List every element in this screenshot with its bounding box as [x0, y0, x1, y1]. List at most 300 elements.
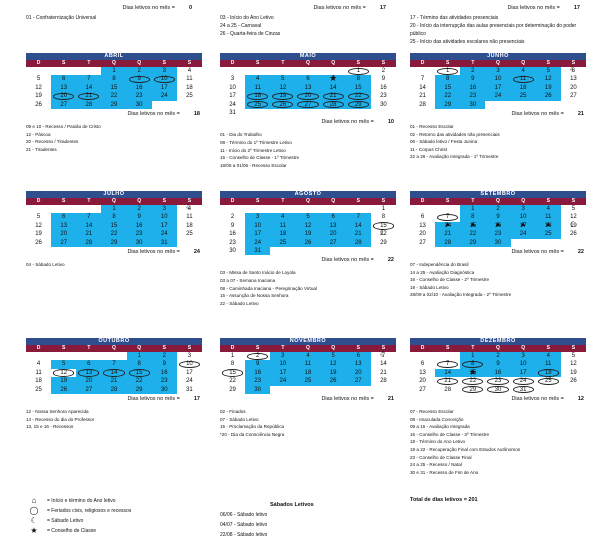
day-cell: 18 — [511, 84, 536, 92]
total-label: Dias letivos no mês = — [321, 119, 374, 126]
day-cell: 27 — [321, 239, 346, 247]
weekday-header — [410, 60, 586, 67]
total-value: 17 — [379, 5, 386, 11]
note: 21 - Tiradentes — [26, 146, 57, 152]
day-cell: 9 — [152, 360, 177, 368]
day-cell: 30 — [485, 239, 510, 247]
weekday-label: Q — [306, 198, 310, 204]
weekday-label: T — [87, 60, 91, 66]
legend — [26, 496, 131, 536]
month-total — [26, 4, 194, 12]
day-cell: 13 — [295, 84, 320, 92]
weekday-label: Q — [331, 345, 336, 351]
day-cell: 5 — [51, 360, 76, 368]
total-value: 21 — [577, 110, 584, 117]
day-cell: 17 — [511, 369, 536, 377]
day-cell: 12 — [570, 214, 577, 221]
weekday-label: T — [87, 345, 91, 351]
day-cell: 8 — [460, 213, 485, 221]
weekday-label: D — [36, 60, 41, 66]
empty-cell — [152, 101, 177, 109]
day-cell: 26 — [35, 239, 42, 246]
day-cell: 18 — [186, 222, 193, 229]
total-value: 12 — [577, 395, 584, 402]
day-cell: 24 — [270, 377, 295, 385]
weekday-label: Q — [306, 345, 310, 351]
empty-cell — [561, 239, 586, 247]
day-cell: 5 — [536, 67, 561, 75]
day-cell: 4 — [270, 213, 295, 221]
day-cell: 14 — [346, 222, 371, 230]
day-cell: 10 — [485, 75, 510, 83]
day-cell: 4 — [295, 352, 320, 360]
day-cell: 2 — [485, 352, 510, 360]
day-cell: 19 — [321, 369, 346, 377]
day-cell: 15 — [127, 369, 152, 377]
day-cell: 20 — [321, 230, 346, 238]
day-cell: 26 — [51, 386, 76, 394]
day-cell: 23 — [485, 230, 510, 238]
weekday-label: Q — [137, 60, 142, 66]
day-cell: 16 — [127, 84, 152, 92]
weekday-label: S — [356, 198, 360, 204]
note: 14 a 25 - Avaliação Diagnóstica — [410, 269, 475, 275]
empty-cell — [245, 109, 270, 117]
day-cell: 25 — [35, 386, 42, 393]
total-value: 21 — [387, 395, 394, 402]
month-title: NOVEMBRO — [220, 338, 396, 345]
day-cell: 26 — [35, 101, 42, 108]
day-cell: 12 — [295, 222, 320, 230]
note: 09 a 15 - Avaliação Integrada — [410, 424, 470, 430]
empty-cell — [511, 101, 536, 109]
day-cell: 7 — [435, 213, 460, 221]
day-cell: 22 ☾ — [371, 230, 396, 238]
weekday-label: S — [546, 345, 550, 351]
empty-cell — [346, 386, 371, 394]
day-cell: 10 — [152, 75, 177, 83]
saturdays-list — [220, 500, 314, 540]
month-total — [220, 119, 396, 125]
note: *20 - Dia da Consciência Negra — [220, 431, 285, 437]
day-cell: 30 — [127, 101, 152, 109]
note: 12 - Páscoa — [26, 131, 51, 137]
month-total — [220, 4, 388, 12]
total-label: Dias letivos no mês = — [321, 257, 374, 264]
day-cell: 12 — [321, 360, 346, 368]
weekday-label: S — [571, 198, 576, 204]
weekday-label: D — [230, 60, 235, 66]
day-cell: 6 — [346, 352, 371, 360]
day-cell: 2 — [245, 352, 270, 360]
weekday-label: T — [87, 198, 91, 204]
empty-cell — [435, 205, 460, 213]
total-value: 10 — [387, 119, 394, 126]
day-grid — [410, 205, 586, 247]
day-cell: 27 — [419, 386, 426, 393]
day-cell: 17 — [152, 84, 177, 92]
day-cell: 9 — [245, 360, 270, 368]
day-cell: 11 — [186, 214, 193, 221]
day-cell: 6 — [420, 214, 425, 221]
weekday-header — [26, 345, 202, 352]
day-cell: 10 — [270, 360, 295, 368]
note: 15 - Proclamação da República — [220, 424, 285, 430]
total-label: Dias letivos no mês = — [321, 395, 374, 402]
note: 03 a 07 - Semana Inaciana — [220, 277, 276, 283]
day-cell: 9 — [127, 75, 152, 83]
weekday-label: Q — [112, 60, 116, 66]
day-cell: 24 — [511, 230, 536, 238]
weekday-label: Q — [521, 198, 526, 204]
empty-cell — [295, 67, 320, 75]
day-cell: 3 — [245, 213, 270, 221]
day-cell: 16 — [152, 369, 177, 377]
day-cell: 17 — [152, 222, 177, 230]
day-cell: 1 — [460, 205, 485, 213]
day-cell: 15 ▲ — [460, 222, 485, 230]
day-cell: 6 ☾ — [561, 67, 586, 75]
day-cell: 31 — [152, 239, 177, 247]
day-cell: 29 — [460, 239, 485, 247]
total-label: Dias letivos no mês = — [127, 248, 180, 255]
day-cell: 19 — [51, 377, 76, 385]
day-cell: 26 — [536, 92, 561, 100]
weekday-label: Q — [496, 198, 500, 204]
month-card-june — [410, 53, 586, 161]
empty-cell — [26, 67, 51, 75]
day-cell: 28 — [101, 386, 126, 394]
weekday-label: T — [281, 345, 285, 351]
day-cell: 5 — [321, 352, 346, 360]
day-cell: 19 ☾ — [561, 222, 586, 230]
day-cell: 22 — [101, 230, 126, 238]
day-grid — [26, 205, 202, 247]
weekday-label: Q — [306, 60, 310, 66]
day-cell: 16 — [485, 369, 510, 377]
note: 13, 15 e 16 - Recessos — [26, 424, 74, 430]
day-cell: 30 — [460, 101, 485, 109]
empty-cell — [295, 247, 320, 255]
day-cell: 14 — [101, 369, 126, 377]
day-cell: 8 — [101, 213, 126, 221]
day-cell: 11 — [186, 76, 193, 83]
day-cell: 13 — [321, 222, 346, 230]
day-cell: 29 — [435, 101, 460, 109]
weekday-label: S — [356, 345, 360, 351]
day-grid — [220, 205, 396, 255]
empty-cell — [321, 386, 346, 394]
empty-cell — [270, 247, 295, 255]
note: 15 - Conselho de Classe - 1º Trimestre — [220, 155, 300, 161]
day-cell: 9 — [460, 75, 485, 83]
weekday-header — [410, 198, 586, 205]
day-cell: 18 — [245, 92, 270, 100]
day-cell: 10 — [152, 213, 177, 221]
day-cell: 27 — [346, 377, 371, 385]
day-cell: 25 — [270, 239, 295, 247]
day-cell: 5 — [36, 76, 41, 83]
day-cell: 6 — [420, 361, 425, 368]
day-cell: 9 — [485, 213, 510, 221]
day-cell: 18 — [186, 84, 193, 91]
day-cell: 15 — [371, 222, 396, 230]
day-grid — [410, 67, 586, 109]
month-total — [220, 257, 396, 263]
empty-cell — [536, 386, 561, 394]
month-card-july — [26, 191, 202, 269]
total-label: Dias letivos no mês = — [122, 5, 175, 11]
total-value: 0 — [188, 5, 192, 11]
day-cell: 3 — [230, 76, 235, 83]
day-cell: 11 — [536, 213, 561, 221]
partial-month-1 — [26, 2, 194, 22]
day-cell: 19 — [536, 84, 561, 92]
empty-cell — [51, 67, 76, 75]
note: 30 e 31 - Recesso de Fim de Ano — [410, 469, 479, 475]
month-total — [410, 396, 586, 402]
day-cell: 22 — [127, 377, 152, 385]
day-cell: 10 — [229, 84, 236, 91]
month-card-november — [220, 338, 396, 438]
day-cell: 16 — [380, 84, 387, 91]
day-cell: 25 — [536, 377, 561, 385]
day-cell: 7 — [435, 360, 460, 368]
day-cell: 6 — [51, 213, 76, 221]
day-cell: 23 — [460, 92, 485, 100]
day-cell: 27 — [76, 386, 101, 394]
day-cell: 15 — [435, 84, 460, 92]
empty-cell — [371, 109, 396, 117]
day-cell: 27 — [419, 239, 426, 246]
day-cell: 26 — [321, 377, 346, 385]
note: 02 - Finados — [220, 408, 246, 414]
day-cell: 1 — [435, 67, 460, 75]
note: 19 a 22 - Recuperação Final com Estudos Autônomos — [410, 446, 521, 452]
legend-label: = Início e término do Ano letivo — [47, 498, 116, 504]
day-cell: 11 — [35, 369, 42, 376]
day-cell: 25 — [511, 92, 536, 100]
empty-cell — [26, 352, 51, 360]
day-cell: 12 — [51, 369, 76, 377]
day-cell: 12 — [536, 75, 561, 83]
note: 24 a 25 - Carnaval — [220, 23, 262, 29]
day-cell: 12 — [570, 361, 577, 368]
day-cell: 2 — [127, 205, 152, 213]
day-cell: 11 — [295, 360, 320, 368]
month-title: JULHO — [26, 191, 202, 198]
day-cell: 2 — [485, 205, 510, 213]
empty-cell — [270, 205, 295, 213]
day-cell: 9 — [485, 360, 510, 368]
day-cell: 15 — [101, 222, 126, 230]
day-cell: 7 — [76, 75, 101, 83]
note: 04 - Sábado Letivo — [26, 261, 65, 267]
day-cell: 6 — [321, 213, 346, 221]
day-cell: 24 — [245, 239, 270, 247]
day-cell: 29 — [380, 239, 387, 246]
day-cell: 14 — [321, 84, 346, 92]
weekday-header — [410, 345, 586, 352]
empty-cell — [177, 101, 202, 109]
day-cell: 3 — [152, 205, 177, 213]
day-cell: 28 — [321, 101, 346, 109]
day-cell: 17 — [245, 230, 270, 238]
empty-cell — [346, 109, 371, 117]
day-cell: 21 — [76, 92, 101, 100]
day-cell: 13 — [51, 84, 76, 92]
total-label: Dias letivos no mês = — [507, 5, 560, 11]
weekday-label: S — [62, 198, 66, 204]
weekday-label: Q — [137, 345, 142, 351]
empty-cell — [371, 386, 396, 394]
note: 28/09 a 02/10 - Avaliação Integrada - 2º Trimestre — [410, 292, 512, 298]
month-title: AGOSTO — [220, 191, 396, 198]
weekday-label: S — [381, 198, 386, 204]
day-cell: 5 — [571, 206, 576, 212]
day-cell: 28 — [346, 239, 371, 247]
day-cell: 24 — [485, 92, 510, 100]
empty-cell — [485, 101, 510, 109]
empty-cell — [371, 247, 396, 255]
empty-cell — [51, 205, 76, 213]
day-cell: 3 — [511, 205, 536, 213]
legend-item — [26, 526, 131, 536]
day-cell: 19 — [570, 369, 577, 376]
day-cell: 1 — [346, 67, 371, 75]
note: 03 - Início do Ano Letivo — [220, 15, 274, 21]
day-cell: 17 — [270, 369, 295, 377]
note: 06 - Sábado letivo / Festa Junina — [410, 139, 478, 145]
weekday-header — [220, 198, 396, 205]
empty-cell — [321, 109, 346, 117]
weekday-label: D — [230, 345, 235, 351]
day-cell: 26 — [270, 101, 295, 109]
day-cell: 17 ▲ — [511, 222, 536, 230]
year-total: Total de dias letivos = 201 — [410, 497, 478, 503]
day-cell: 20 — [346, 369, 371, 377]
weekday-label: Q — [496, 345, 500, 351]
legend-label: = Conselho de Classe — [47, 528, 97, 534]
note: 26 - Quarta-feira de Cinzas — [220, 31, 281, 37]
day-cell: 28 — [444, 386, 452, 393]
day-cell: 31 — [511, 386, 536, 394]
day-cell: 19 — [35, 231, 42, 238]
day-cell: 10 — [177, 360, 202, 368]
month-notes — [220, 408, 396, 438]
day-grid — [220, 67, 396, 117]
note: 19 - Sábado Letivo — [410, 284, 449, 290]
day-cell: 27 — [51, 239, 76, 247]
note: 22 a 26 - Avaliação Integrada - 1º Trimestre — [410, 154, 499, 160]
day-cell: 15 — [220, 369, 245, 377]
day-cell: 6 — [51, 75, 76, 83]
day-cell: 20 — [295, 92, 320, 100]
day-cell: 28 — [435, 239, 460, 247]
day-cell: 24 — [152, 230, 177, 238]
weekday-label: S — [381, 345, 386, 351]
day-cell: 21 — [435, 230, 460, 238]
day-cell: 11 — [536, 360, 561, 368]
total-label: Dias letivos no mês = — [511, 110, 564, 117]
legend-item — [26, 516, 131, 526]
day-cell: 19 — [295, 230, 320, 238]
note: 25 - Início das atividades escolares não presenciais — [410, 39, 525, 45]
day-cell: 17 — [186, 369, 193, 376]
day-cell: 5 — [36, 214, 41, 221]
ellipse-icon: ◯ — [29, 506, 39, 515]
day-cell: 6 — [76, 360, 101, 368]
day-cell: 9 — [127, 213, 152, 221]
day-cell: 16 ▲ — [485, 222, 510, 230]
month-total — [26, 111, 202, 117]
month-total — [410, 249, 586, 255]
day-cell: 13 — [419, 222, 426, 229]
month-card-august — [220, 191, 396, 307]
day-cell: 7 — [420, 76, 425, 83]
day-cell: 16 — [229, 231, 236, 238]
note: 20 - Recesso / Tiradentes — [26, 139, 79, 145]
weekday-label: Q — [331, 198, 336, 204]
day-cell: 10 — [511, 360, 536, 368]
day-cell: 23 — [127, 230, 152, 238]
month-title: DEZEMBRO — [410, 338, 586, 345]
moon-icon: ☾ — [30, 516, 38, 525]
empty-cell — [220, 67, 245, 75]
day-cell: 29 — [101, 101, 126, 109]
saturday-item: 06/06 - Sábado letivo — [220, 512, 268, 518]
day-cell: 4 — [245, 75, 270, 83]
day-cell: 24 — [186, 378, 193, 385]
month-total — [410, 4, 582, 12]
day-cell: 15 — [101, 84, 126, 92]
empty-cell — [561, 386, 586, 394]
weekday-header — [220, 60, 396, 67]
weekday-label: S — [187, 60, 192, 66]
day-cell: 15 — [346, 84, 371, 92]
day-cell: 5 — [295, 213, 320, 221]
empty-cell — [220, 205, 245, 213]
month-card-april — [26, 53, 202, 153]
day-cell: 20 — [76, 377, 101, 385]
empty-cell — [101, 352, 126, 360]
day-cell: 22 — [229, 378, 236, 385]
weekday-label: T — [471, 60, 475, 66]
day-cell: 14 — [380, 361, 387, 368]
day-cell: 4 — [536, 205, 561, 213]
month-card-may — [220, 53, 396, 169]
day-cell: 18 ▲ — [536, 222, 561, 230]
weekday-label: T — [281, 60, 285, 66]
month-notes — [410, 408, 586, 476]
day-cell: 11 — [511, 75, 536, 83]
month-card-october — [26, 338, 202, 431]
day-cell: 17 — [229, 93, 236, 100]
day-cell: 14 — [435, 369, 460, 377]
note: 24 a 25 - Recesso / Natal — [410, 462, 462, 468]
empty-cell — [536, 101, 561, 109]
weekday-label: D — [36, 198, 41, 204]
day-cell: 1 — [127, 352, 152, 360]
empty-cell — [51, 352, 76, 360]
day-cell: 25 — [295, 377, 320, 385]
weekday-header — [220, 345, 396, 352]
empty-cell — [346, 205, 371, 213]
day-cell: 21 — [380, 369, 387, 376]
day-cell: 23 — [380, 93, 387, 100]
weekday-label: Q — [521, 60, 526, 66]
day-cell: 16 — [460, 84, 485, 92]
